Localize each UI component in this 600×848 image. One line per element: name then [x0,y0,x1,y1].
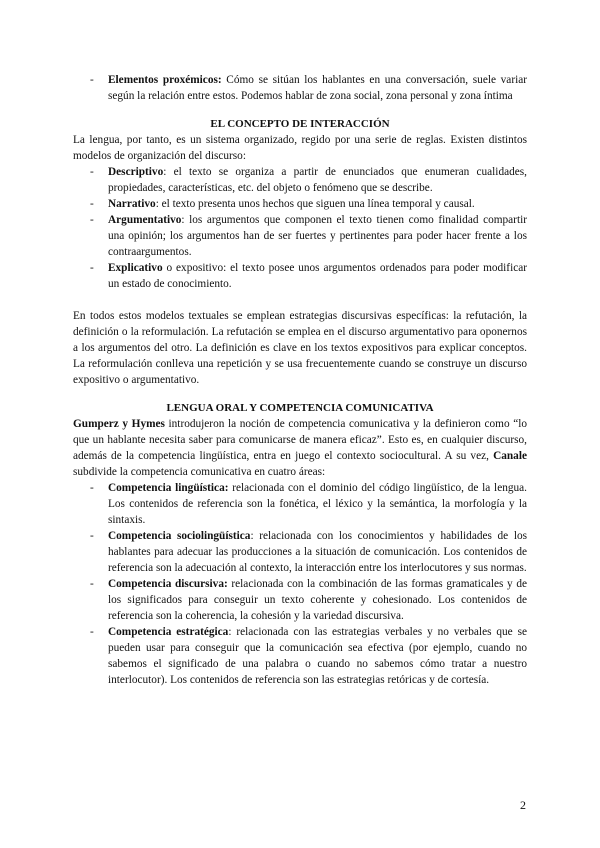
list-text: : relacionada con los conocimientos y habilidades de los hablantes para adecuar las producciones a la situación de comunicación. Los contenidos de referencia son la adecuación al contexto, la interacción entre los interlocutores y sus normas. [108,530,528,574]
list-term: Descriptivo [108,166,164,178]
bullet-dash: - [90,198,94,210]
bullet-dash: - [90,482,94,494]
bullet-dash: - [90,578,94,590]
list-item [73,164,527,196]
list-term: Competencia sociolingüística [108,530,251,542]
list-item [73,528,527,576]
section-heading-competencia: LENGUA ORAL Y COMPETENCIA COMUNICATIVA [166,402,434,414]
bullet-dash: - [90,214,94,226]
list-item [73,72,527,104]
list-term: Explicativo [108,262,163,274]
bullet-dash: - [90,74,94,86]
list-item [73,624,527,688]
bullet-dash: - [90,626,94,638]
list-item [73,196,527,212]
paragraph-competencia: Gumperz y Hymes introdujeron la noción de competencia comunicativa y la definieron como “lo que un hablante necesita saber para comunicarse de manera eficaz”. Esto es, en cualquier discurso, además de la competencia lingüística, entra en juego el contexto sociocultural. A su vez, Canale subdivide la competencia comunicativa en cuatro áreas: [73,418,528,478]
page-content [73,72,527,688]
list-item [73,576,527,624]
list-text: : el texto se organiza a partir de enunciados que enumeran cualidades, propiedades, características, etc. del objeto o fenómeno que se describe. [108,166,527,194]
list-text: o expositivo: el texto posee unos argumentos ordenados para poder modificar un estado de conocimiento. [108,262,527,290]
paragraph-estrategias: En todos estos modelos textuales se emplean estrategias discursivas específicas: la refutación, la definición o la reformulación. La refutación se emplea en el discurso argumentativo para oponernos a los argumentos del otro. La definición es clave en los textos expositivos para explicar conceptos. La reformulación conlleva una repetición y se usa frecuentemente cuando se construye un discurso expositivo o argumentativo. [73,310,527,386]
list-term: Competencia discursiva: [108,578,228,590]
bullet-dash: - [90,262,94,274]
list-term: Argumentativo [108,214,182,226]
list-text: relacionada con la combinación de las formas gramaticales y de los significados para conseguir un texto coherente y cohesionado. Los contenidos de referencia son la coherencia, la cohesión y la variedad discursiva. [108,578,527,622]
list-term: Narrativo [108,198,156,210]
page-number: 2 [520,798,526,812]
list-text: : los argumentos que componen el texto tienen como finalidad compartir una opinión; los argumentos han de ser fuertes y pertinentes para poder hacer frente a los contraargumentos. [108,214,527,258]
author-name: Canale [493,450,527,462]
list-item [73,260,527,292]
bullet-dash: - [90,166,94,178]
author-name: Gumperz y Hymes [73,418,165,430]
bullet-dash: - [90,530,94,542]
list-text: : el texto presenta unos hechos que siguen una línea temporal y causal. [155,198,475,210]
list-text: Cómo se sitúan los hablantes en una conversación, suele variar según la relación entre estos. Podemos hablar de zona social, zona personal y zona íntima [108,74,527,102]
section-heading-interaccion: EL CONCEPTO DE INTERACCIÓN [210,118,390,130]
list-text: : relacionada con las estrategias verbales y no verbales que se pueden usar para conseguir que la comunicación sea efectiva (por ejemplo, cuando no sabemos el significado de una palabra o cuando no sabemos cómo tratar a nuestro interlocutor). Los contenidos de referencia son las estrategias retóricas y de cortesía. [108,626,527,686]
list-item [73,212,527,260]
list-text: relacionada con el dominio del código lingüístico, de la lengua. Los contenidos de referencia son la fonética, el léxico y la semántica, la morfología y la sintaxis. [108,482,527,526]
paragraph-intro: La lengua, por tanto, es un sistema organizado, regido por una serie de reglas. Existen distintos modelos de organización del discurso: [73,134,527,162]
list-term: Elementos proxémicos: [108,74,222,86]
list-term: Competencia lingüística: [108,482,229,494]
list-term: Competencia estratégica [108,626,229,638]
list-item [73,480,527,528]
